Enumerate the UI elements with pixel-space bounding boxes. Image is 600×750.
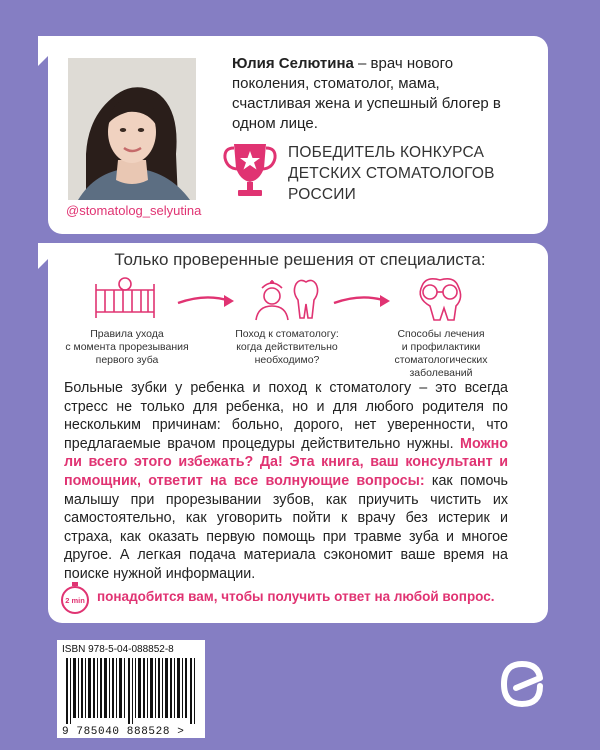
- glasses-tooth-icon: [412, 274, 468, 322]
- trophy-icon: [222, 138, 278, 202]
- stopwatch-icon: [58, 581, 92, 615]
- caption-line: Правила ухода: [90, 328, 164, 340]
- caption-line: необходимо?: [254, 354, 320, 366]
- author-photo: [68, 58, 196, 200]
- step-caption: [376, 328, 506, 380]
- dentist-tooth-icon: [254, 274, 324, 322]
- author-name: Юлия Селютина: [232, 55, 354, 72]
- award-line: ПОБЕДИТЕЛЬ КОНКУРСА: [288, 144, 485, 161]
- caption-line: и профилактики: [401, 341, 481, 353]
- arrow-right-icon: [176, 291, 236, 311]
- author-handle: @stomatolog_selyutina: [66, 203, 202, 218]
- solutions-title: Только проверенные решения от специалиста:: [114, 250, 486, 269]
- caption-line: с момента прорезывания: [65, 341, 189, 353]
- barcode-digits: 9 785040 888528 >: [62, 726, 185, 738]
- step-caption: [222, 328, 352, 367]
- timer-text: понадобится вам, чтобы получить ответ на любой вопрос.: [97, 589, 495, 604]
- author-bio: [232, 54, 522, 134]
- timer-label: 2 min: [65, 596, 85, 605]
- isbn-label: ISBN 978-5-04-088852-8: [62, 644, 174, 655]
- caption-line: стоматологических: [394, 354, 488, 366]
- description-intro: Больные зубки у ребенка и поход к стоматологу – это всегда стресс не только для ребенка, но и для любого родителя по нескольким причинам: больно, дорого, нет уверенности, что предлагаемые врачом процедуры действительно нужны.: [64, 380, 508, 452]
- arrow-right-icon: [332, 291, 392, 311]
- caption-line: заболеваний: [409, 367, 473, 379]
- award-line: ДЕТСКИХ СТОМАТОЛОГОВ: [288, 165, 495, 182]
- step-caption: [62, 328, 192, 367]
- timer-badge: [58, 581, 92, 620]
- crib-baby-icon: [92, 276, 158, 320]
- publisher-logo-icon: [494, 656, 550, 712]
- caption-line: Способы лечения: [397, 328, 485, 340]
- caption-line: первого зуба: [95, 354, 159, 366]
- barcode: [66, 658, 200, 724]
- description-paragraph: [64, 379, 508, 584]
- description-highlight: Можно ли всего этого избежать? Да! Эта книга, ваш консультант и помощник, ответит на все волнующие вопросы:: [64, 435, 508, 489]
- award-line: РОССИИ: [288, 186, 356, 203]
- description-rest: как помочь малышу при прорезывании зубов, как приучить чистить их самостоятельно, как уговорить пойти к врачу без истерик и страха, как оказать первую помощь при травме зуба и многое другое. А легкая подача материала сэкономит ваше время на поиске нужной информации.: [64, 472, 509, 582]
- author-description: – врач нового поколения, стоматолог, мама, счастливая жена и успешный блогер в одном лице.: [232, 55, 501, 132]
- award-text: [288, 142, 528, 205]
- caption-line: когда действительно: [236, 341, 338, 353]
- caption-line: Поход к стоматологу:: [235, 328, 339, 340]
